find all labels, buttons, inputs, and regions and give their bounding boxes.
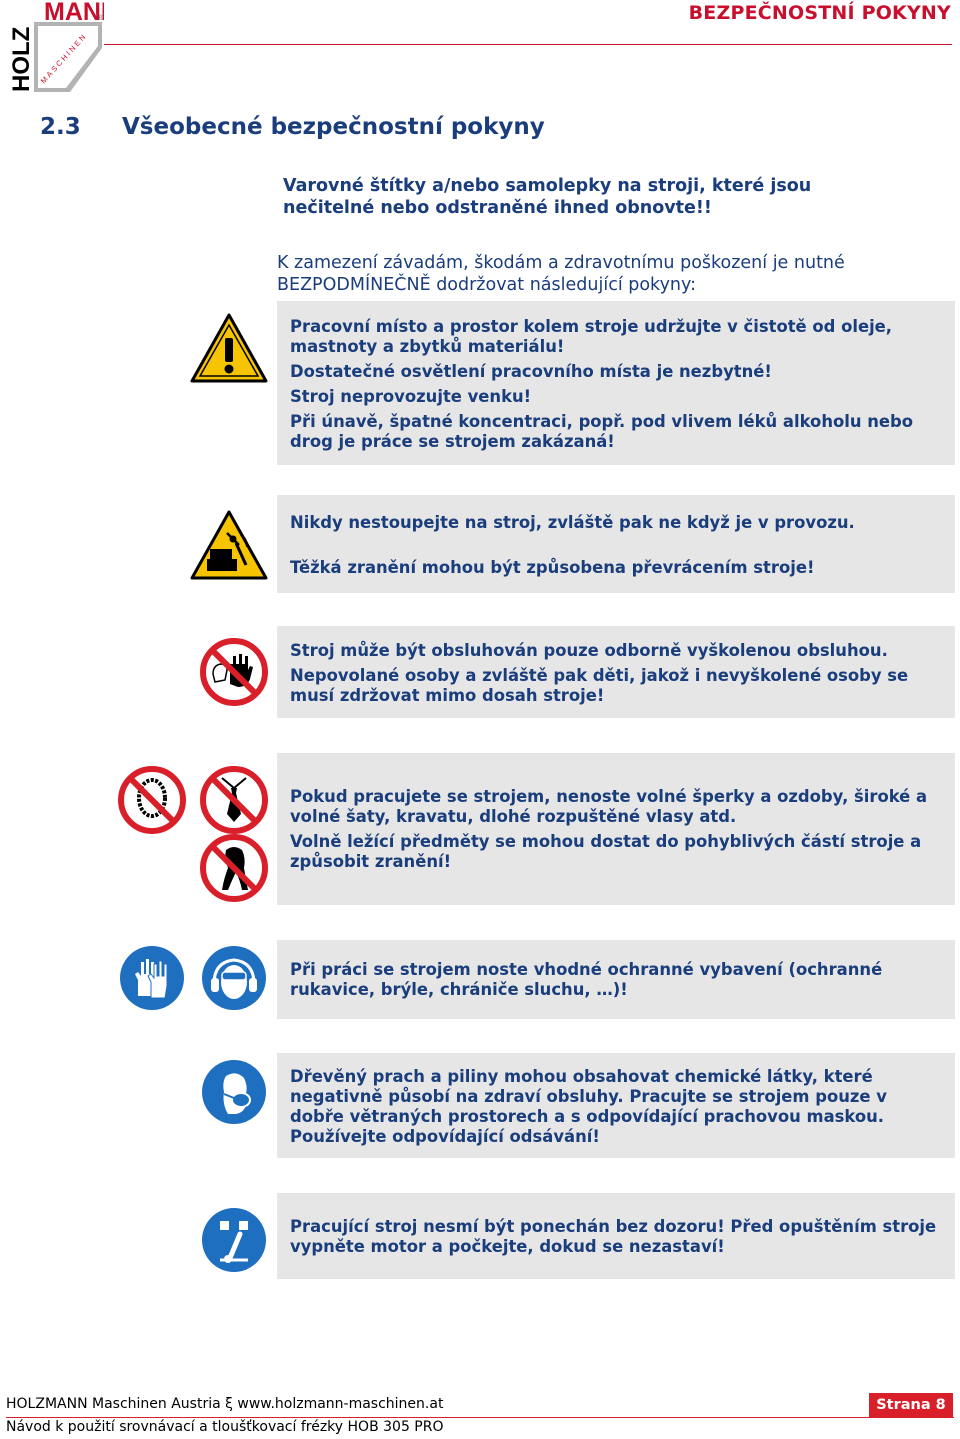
box-line: Nikdy nestoupejte na stroj, zvláště pak ne když je v provozu.	[290, 513, 855, 532]
no-jewelry-icon	[118, 766, 186, 838]
section-title: Všeobecné bezpečnostní pokyny	[122, 114, 545, 140]
box-line: Při únavě, špatné koncentraci, popř. pod vlivem léků alkoholu nebo drog je práce se strojem zakázaná!	[290, 412, 914, 451]
box-line: Pracovní místo a prostor kolem stroje udržujte v čistotě od oleje, mastnoty a zbytků materiálu!	[290, 317, 893, 356]
brand-sub-text: MASCHINEN	[38, 31, 89, 86]
wear-gloves-icon	[118, 944, 186, 1016]
box-line: Pokud pracujete se strojem, nenoste volné šperky a ozdoby, široké a volné šaty, kravatu, dlohé rozpuštěné vlasy atd.	[290, 787, 928, 826]
brand-reg-mark: ®	[98, 15, 104, 22]
box-line: Při práci se strojem noste vhodné ochranné vybavení (ochranné rukavice, brýle, chrániče sluchu, …)!	[290, 960, 883, 999]
no-unauthorized-access-icon	[200, 638, 268, 710]
box-line: Stroj neprovozujte venku!	[290, 387, 532, 406]
switch-off-machine-icon	[200, 1206, 268, 1278]
info-box-climbing	[277, 495, 955, 593]
wear-dust-mask-icon	[200, 1058, 268, 1130]
general-warning-icon	[189, 312, 269, 388]
header-divider	[104, 44, 952, 45]
info-box-dust	[277, 1053, 955, 1158]
brand-top-text: MAN	[44, 0, 101, 26]
box-line: Těžká zranění mohou být způsobena převrácením stroje!	[290, 558, 815, 577]
box-line: Nepovolané osoby a zvláště pak děti, jakož i nevyškolené osoby se musí zdržovat mimo dosah stroje!	[290, 666, 909, 705]
header-title: BEZPEČNOSTNÍ POKYNY	[688, 2, 951, 24]
box-line: Dostatečné osvětlení pracovního místa je nezbytné!	[290, 362, 772, 381]
info-box-supervision	[277, 1193, 955, 1279]
holzmann-logo	[4, 0, 104, 95]
info-box-clothing	[277, 753, 955, 905]
label-warning-text: Varovné štítky a/nebo samolepky na stroji, které jsou nečitelné nebo odstraněné ihned obnovte!!	[283, 176, 812, 218]
footer-divider	[6, 1417, 954, 1418]
wear-eye-ear-protection-icon	[200, 944, 268, 1016]
section-number: 2.3	[40, 114, 81, 140]
no-tie-icon	[200, 766, 268, 838]
footer-company: HOLZMANN Maschinen Austria ξ www.holzmann-maschinen.at	[6, 1396, 444, 1412]
info-box-workplace	[277, 301, 955, 465]
brand-side-text: HOLZ	[8, 26, 35, 92]
footer-manual-title: Návod k použití srovnávací a tloušťkovací frézky HOB 305 PRO	[6, 1419, 444, 1435]
box-line: Volně ležící předměty se mohou dostat do pohyblivých částí stroje a způsobit zranění!	[290, 832, 922, 871]
info-box-ppe	[277, 940, 955, 1019]
no-long-hair-icon	[200, 834, 268, 906]
box-line: Dřevěný prach a piliny mohou obsahovat chemické látky, které negativně působí na zdraví obsluhy. Pracujte se strojem pouze v dobře větraných prostorech a s odpovídající prachovou maskou. Používejte odpovídající odsávání!	[290, 1067, 887, 1146]
info-box-operators	[277, 626, 955, 718]
intro-text: K zamezení závadám, škodám a zdravotnímu poškození je nutné BEZPODMÍNEČNĚ dodržovat následující pokyny:	[277, 253, 845, 295]
page-number-badge: Strana 8	[869, 1393, 953, 1417]
box-line: Pracující stroj nesmí být ponechán bez dozoru! Před opuštěním stroje vypněte motor a počkejte, dokud se nezastaví!	[290, 1217, 937, 1256]
box-line: Stroj může být obsluhován pouze odborně vyškolenou obsluhou.	[290, 641, 888, 660]
tipping-hazard-icon	[189, 509, 269, 585]
